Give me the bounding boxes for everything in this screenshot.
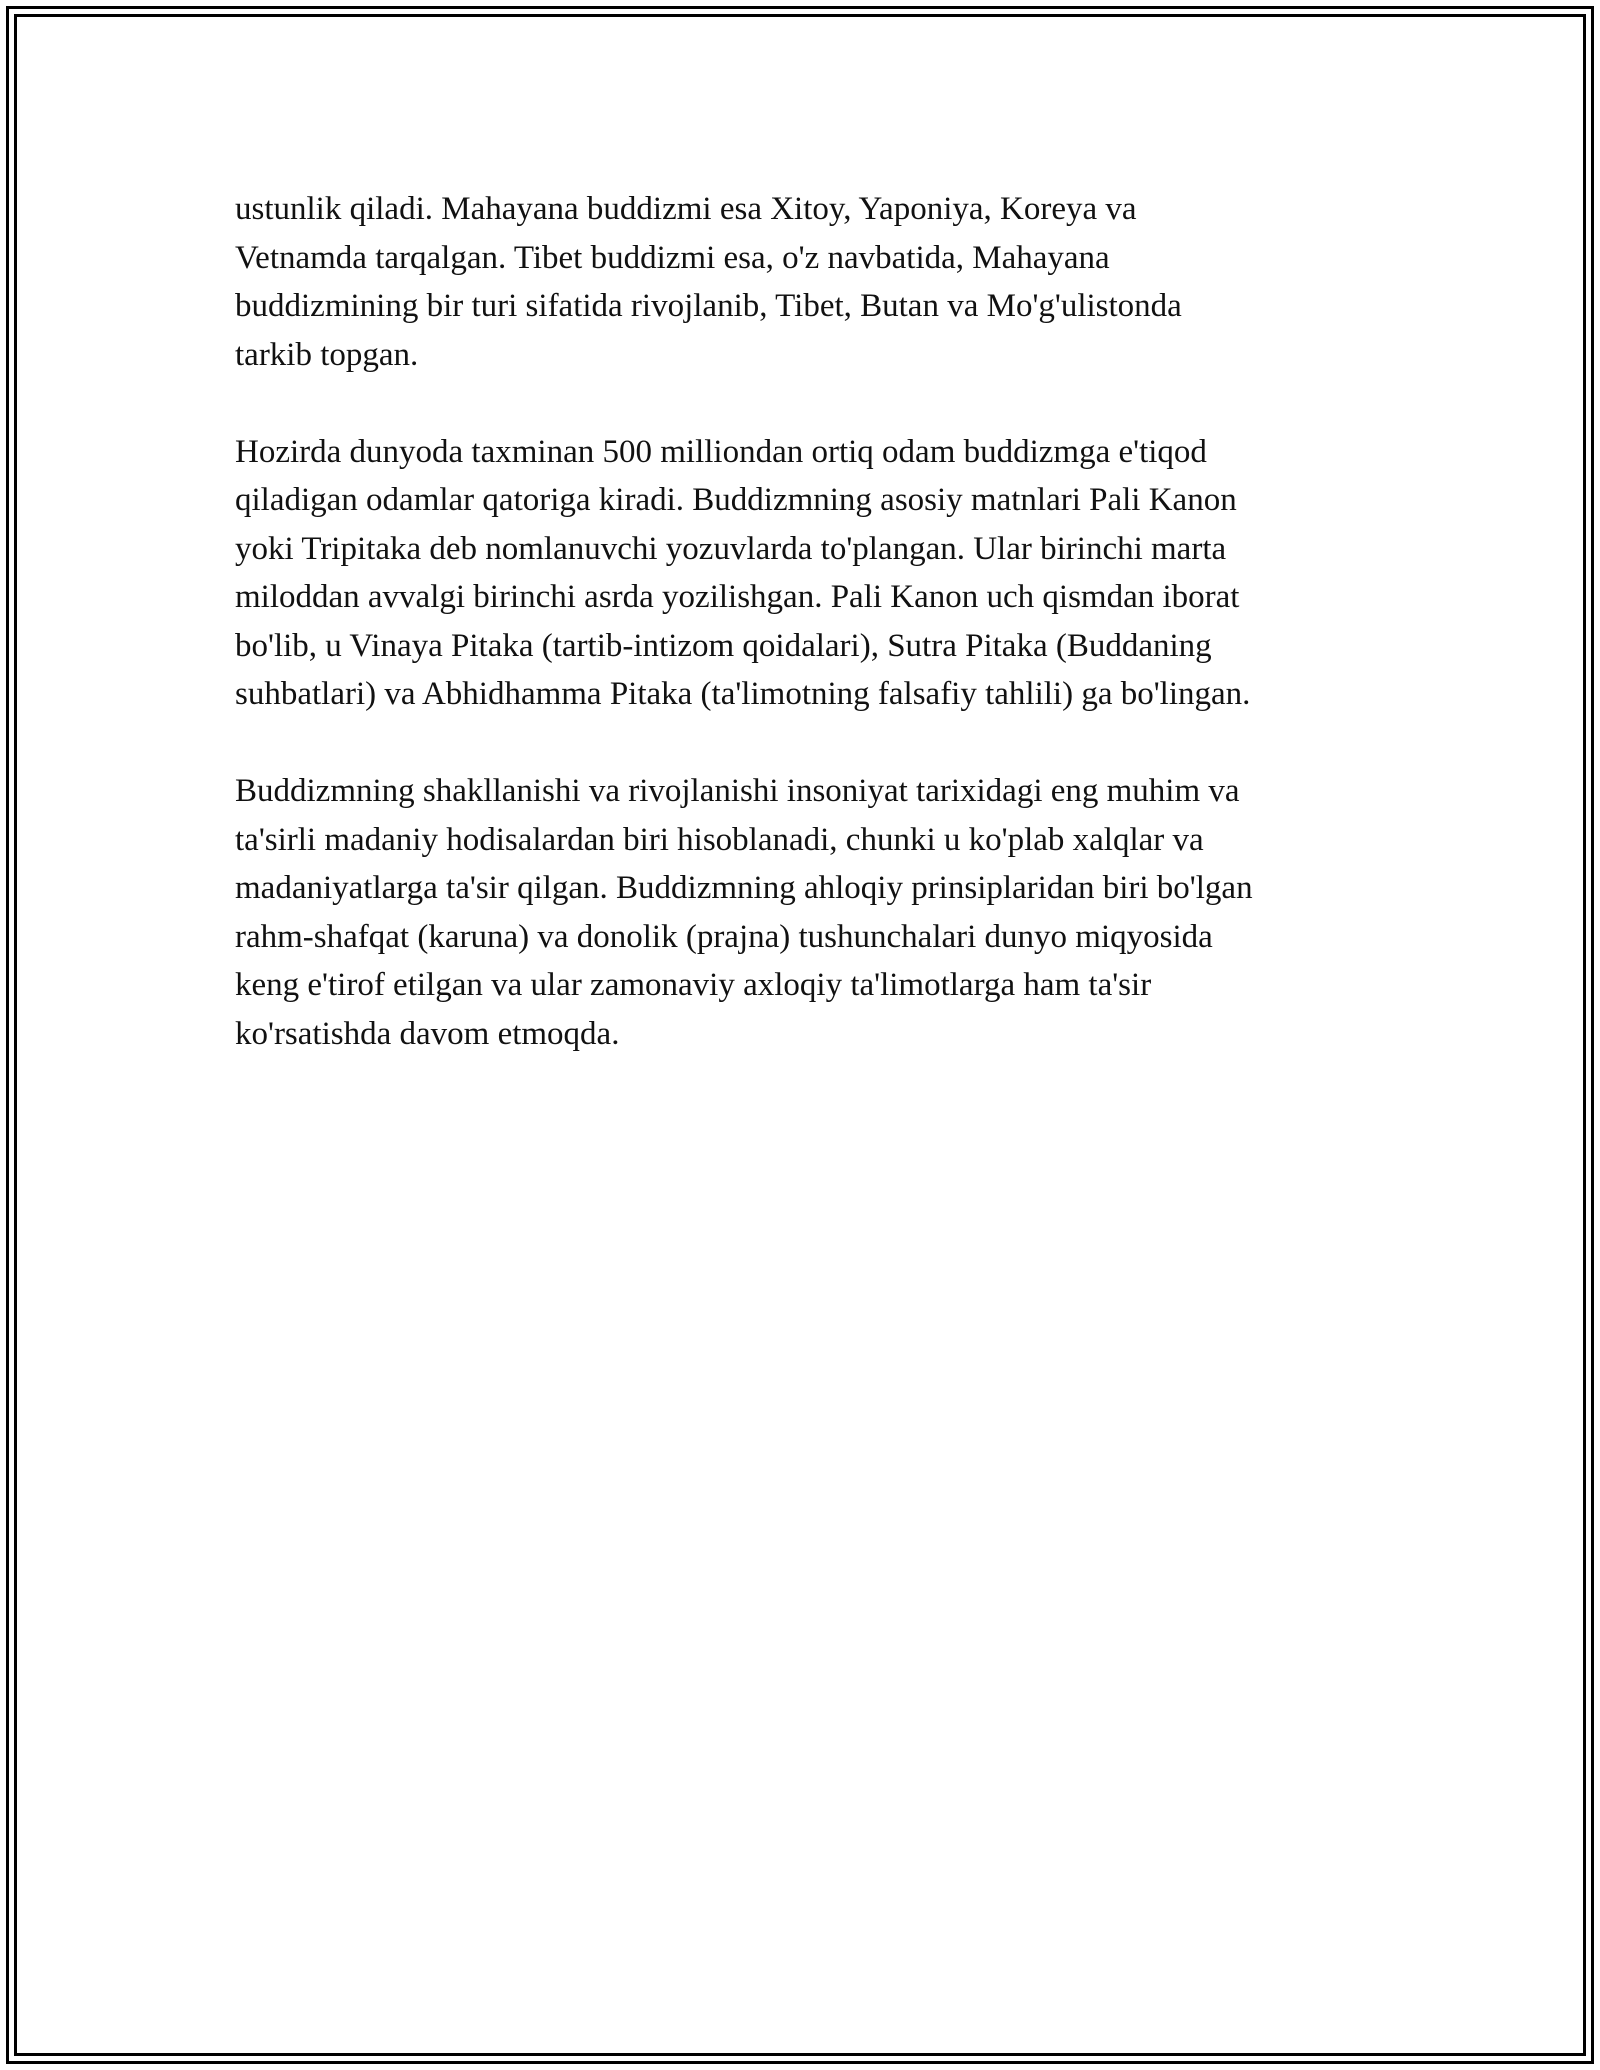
- text-line: suhbatlari) va Abhidhamma Pitaka (ta'limotning falsafiy tahlili) ga bo'lingan.: [235, 676, 1251, 712]
- document-body: [235, 185, 1395, 1107]
- text-line: qiladigan odamlar qatoriga kiradi. Buddizmning asosiy matnlari Pali Kanon: [235, 482, 1237, 518]
- paragraph-3: [235, 767, 1395, 1058]
- text-line: miloddan avvalgi birinchi asrda yozilishgan. Pali Kanon uch qismdan iborat: [235, 579, 1240, 615]
- text-line: ko'rsatishda davom etmoqda.: [235, 1015, 620, 1052]
- text-line: keng e'tirof etilgan va ular zamonaviy axloqiy ta'limotlarga ham ta'sir: [235, 967, 1152, 1003]
- text-line: yoki Tripitaka deb nomlanuvchi yozuvlarda to'plangan. Ular birinchi marta: [235, 530, 1227, 567]
- text-line: bo'lib, u Vinaya Pitaka (tartib-intizom qoidalari), Sutra Pitaka (Buddaning: [235, 627, 1212, 664]
- text-line: tarkib topgan.: [235, 336, 419, 373]
- paragraph-2: [235, 428, 1395, 719]
- paragraph-1: [235, 185, 1395, 379]
- text-line: Vetnamda tarqalgan. Tibet buddizmi esa, o'z navbatida, Mahayana: [235, 239, 1110, 276]
- text-line: rahm-shafqat (karuna) va donolik (prajna) tushunchalari dunyo miqyosida: [235, 918, 1213, 955]
- text-line: Buddizmning shakllanishi va rivojlanishi insoniyat tarixidagi eng muhim va: [235, 773, 1240, 809]
- text-line: Hozirda dunyoda taxminan 500 milliondan ortiq odam buddizmga e'tiqod: [235, 433, 1207, 470]
- text-line: ustunlik qiladi. Mahayana buddizmi esa Xitoy, Yaponiya, Koreya va: [235, 191, 1137, 227]
- text-line: buddizmining bir turi sifatida rivojlanib, Tibet, Butan va Mo'g'ulistonda: [235, 288, 1182, 324]
- text-line: ta'sirli madaniy hodisalardan biri hisoblanadi, chunki u ko'plab xalqlar va: [235, 821, 1204, 858]
- text-line: madaniyatlarga ta'sir qilgan. Buddizmning ahloqiy prinsiplaridan biri bo'lgan: [235, 870, 1253, 906]
